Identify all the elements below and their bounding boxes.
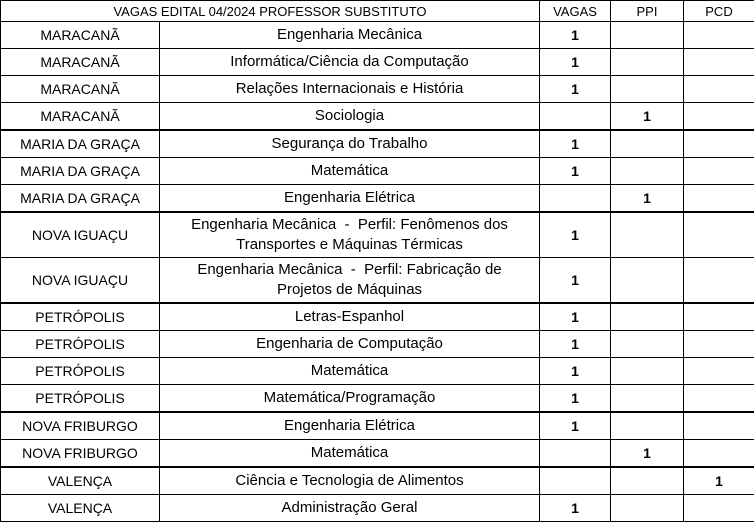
course-line-2: Transportes e Máquinas Térmicas [160,235,539,255]
pcd-cell [684,103,754,131]
ppi-cell [611,49,684,76]
pcd-cell [684,412,754,440]
campus-cell: MARACANÃ [1,22,160,49]
vagas-cell [540,185,611,213]
campus-cell: VALENÇA [1,495,160,522]
pcd-cell [684,258,754,304]
pcd-cell [684,440,754,468]
table-row [1,22,754,49]
pcd-cell [684,303,754,331]
campus-cell: PETRÓPOLIS [1,358,160,385]
pcd-cell: 1 [684,467,754,495]
vagas-cell: 1 [540,49,611,76]
ppi-cell: 1 [611,103,684,131]
course-cell: Relações Internacionais e História [160,76,540,103]
campus-cell: MARACANÃ [1,76,160,103]
vagas-cell: 1 [540,158,611,185]
table-row [1,495,754,522]
vagas-cell: 1 [540,412,611,440]
header-pcd: PCD [684,1,754,22]
pcd-cell [684,76,754,103]
course-cell: Segurança do Trabalho [160,130,540,158]
course-line-1: Engenharia Mecânica - Perfil: Fabricação de [160,260,539,280]
ppi-cell [611,412,684,440]
course-line-2: Projetos de Máquinas [160,280,539,300]
campus-cell: NOVA IGUAÇU [1,212,160,258]
ppi-cell: 1 [611,185,684,213]
pcd-cell [684,331,754,358]
course-cell: Letras-Espanhol [160,303,540,331]
campus-cell: MARACANÃ [1,49,160,76]
table-row [1,212,754,258]
pcd-cell [684,49,754,76]
table-row [1,358,754,385]
campus-cell: PETRÓPOLIS [1,303,160,331]
ppi-cell [611,212,684,258]
vagas-cell: 1 [540,212,611,258]
course-cell: Engenharia de Computação [160,331,540,358]
course-cell: Sociologia [160,103,540,131]
course-cell: Engenharia Elétrica [160,412,540,440]
header-ppi: PPI [611,1,684,22]
pcd-cell [684,358,754,385]
pcd-cell [684,212,754,258]
pcd-cell [684,495,754,522]
pcd-cell [684,130,754,158]
campus-cell: MARIA DA GRAÇA [1,158,160,185]
campus-cell: MARIA DA GRAÇA [1,130,160,158]
course-cell: Administração Geral [160,495,540,522]
course-cell: Matemática [160,358,540,385]
vagas-cell: 1 [540,495,611,522]
ppi-cell [611,130,684,158]
pcd-cell [684,385,754,413]
ppi-cell [611,467,684,495]
table-row [1,440,754,468]
campus-cell: NOVA FRIBURGO [1,440,160,468]
campus-cell: PETRÓPOLIS [1,385,160,413]
ppi-cell [611,303,684,331]
table-row [1,258,754,304]
vagas-cell: 1 [540,331,611,358]
header-vagas: VAGAS [540,1,611,22]
table-row [1,185,754,213]
vagas-cell: 1 [540,130,611,158]
course-cell: Engenharia Mecânica [160,22,540,49]
vagas-cell [540,103,611,131]
table-row [1,467,754,495]
pcd-cell [684,185,754,213]
table-row [1,303,754,331]
course-line-1: Engenharia Mecânica - Perfil: Fenômenos dos [160,215,539,235]
ppi-cell [611,258,684,304]
ppi-cell [611,76,684,103]
table-row [1,331,754,358]
vagas-cell: 1 [540,76,611,103]
course-cell: Ciência e Tecnologia de Alimentos [160,467,540,495]
course-cell [160,258,540,304]
campus-cell: MARIA DA GRAÇA [1,185,160,213]
table-row [1,385,754,413]
table-row [1,49,754,76]
table-row [1,130,754,158]
vagas-cell: 1 [540,303,611,331]
ppi-cell [611,331,684,358]
ppi-cell [611,358,684,385]
campus-cell: NOVA FRIBURGO [1,412,160,440]
vagas-cell: 1 [540,22,611,49]
table-header-row [1,1,754,22]
ppi-cell: 1 [611,440,684,468]
ppi-cell [611,495,684,522]
table-row [1,103,754,131]
ppi-cell [611,385,684,413]
vagas-cell [540,467,611,495]
pcd-cell [684,22,754,49]
course-cell: Informática/Ciência da Computação [160,49,540,76]
campus-cell: PETRÓPOLIS [1,331,160,358]
course-cell: Engenharia Elétrica [160,185,540,213]
campus-cell: VALENÇA [1,467,160,495]
vagas-cell [540,440,611,468]
table-row [1,412,754,440]
vagas-cell: 1 [540,385,611,413]
campus-cell: MARACANÃ [1,103,160,131]
course-cell [160,212,540,258]
ppi-cell [611,158,684,185]
course-cell: Matemática [160,158,540,185]
pcd-cell [684,158,754,185]
campus-cell: NOVA IGUAÇU [1,258,160,304]
vagas-cell: 1 [540,358,611,385]
table-row [1,76,754,103]
vagas-cell: 1 [540,258,611,304]
course-cell: Matemática [160,440,540,468]
table-title: VAGAS EDITAL 04/2024 PROFESSOR SUBSTITUTO [1,1,540,22]
ppi-cell [611,22,684,49]
table-row [1,158,754,185]
course-cell: Matemática/Programação [160,385,540,413]
